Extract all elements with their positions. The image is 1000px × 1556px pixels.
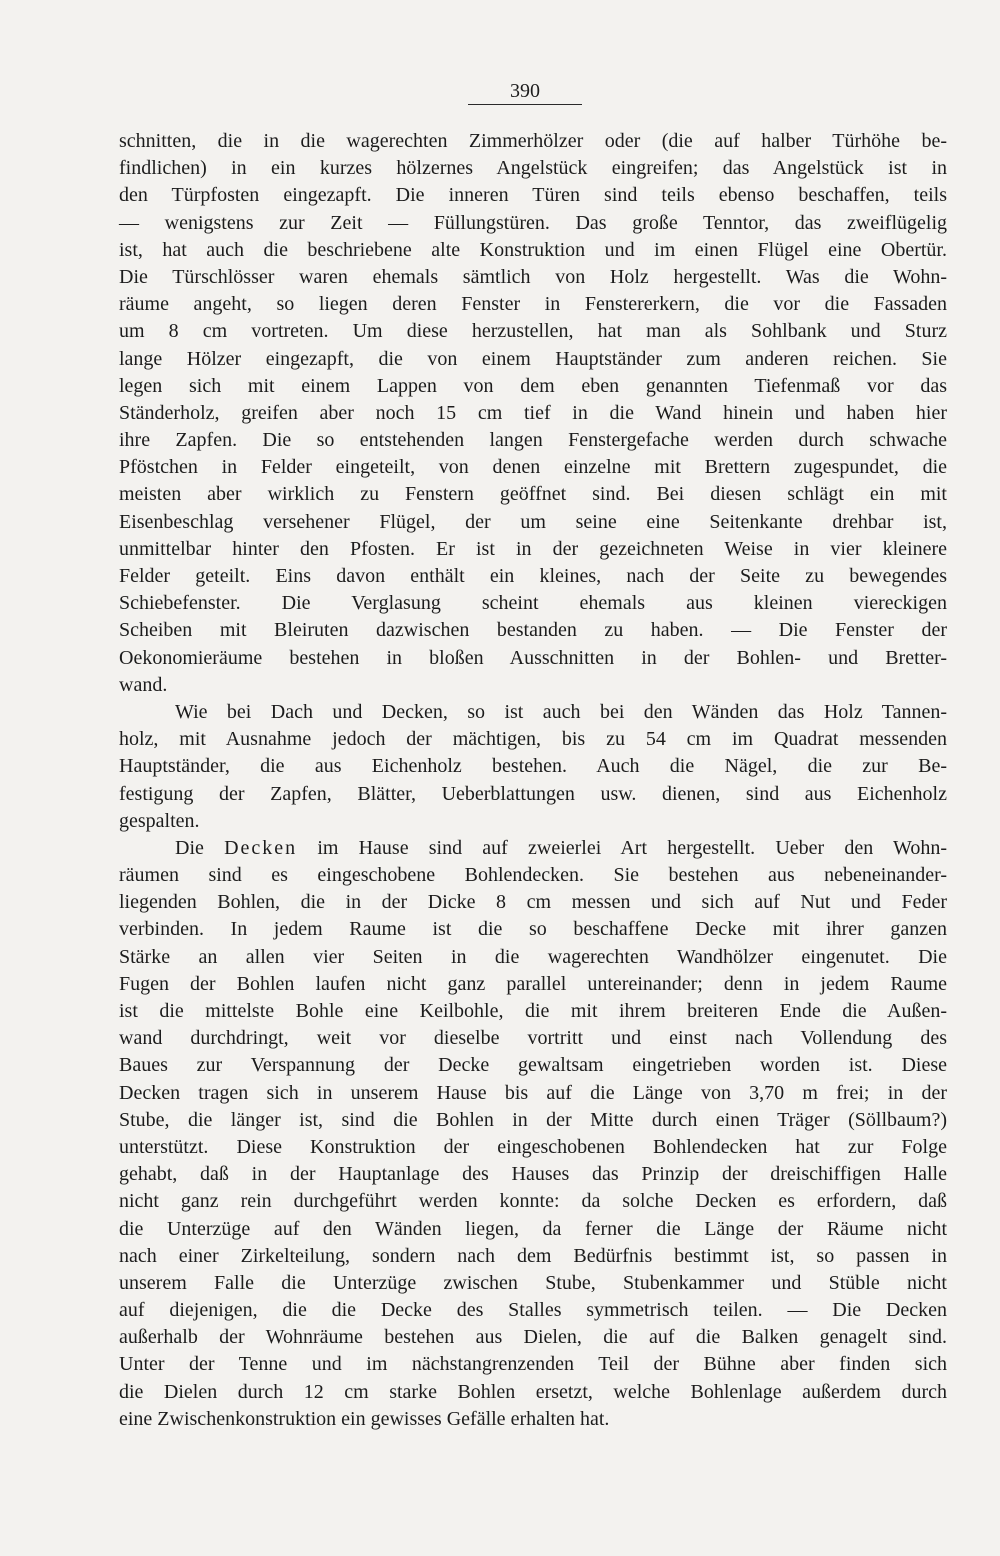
text-line: räumen sind es eingeschobene Bohlendecken. Sie bestehen aus nebeneinander- <box>119 864 947 887</box>
text-line: räume angeht, so liegen deren Fenster in Fenstererkern, die vor die Fassaden <box>119 293 947 316</box>
text-line: Fugen der Bohlen laufen nicht ganz parallel untereinander; denn in jedem Raume <box>119 972 947 995</box>
text-prefix: Die <box>175 836 225 859</box>
text-line: Pföstchen in Felder eingeteilt, von denen einzelne mit Brettern zugespundet, die <box>119 456 947 479</box>
page-number: 390 <box>468 78 582 105</box>
text-line: legen sich mit einem Lappen von dem eben genannten Tiefenmaß vor das <box>119 374 947 397</box>
text-line: die Unterzüge auf den Wänden liegen, da ferner die Länge der Räume nicht <box>119 1217 947 1240</box>
paragraph-2 <box>119 699 947 835</box>
body-text <box>119 128 947 1433</box>
text-line: Eisenbeschlag versehener Flügel, der um seine eine Seitenkante drehbar ist, <box>119 510 947 533</box>
text-line: unserem Falle die Unterzüge zwischen Stube, Stubenkammer und Stüble nicht <box>119 1271 947 1294</box>
text-line: schnitten, die in die wagerechten Zimmerhölzer oder (die auf halber Türhöhe be- <box>119 130 947 152</box>
text-line: findlichen) in ein kurzes hölzernes Angelstück eingreifen; das Angelstück ist in <box>119 157 947 180</box>
text-line: lange Hölzer eingezapft, die von einem Hauptständer zum anderen reichen. Sie <box>119 347 947 370</box>
text-line: liegenden Bohlen, die in der Dicke 8 cm messen und sich auf Nut und Feder <box>119 891 947 914</box>
text-line-first <box>119 835 947 862</box>
text-line: Baues zur Verspannung der Decke gewaltsam eingetrieben worden ist. Diese <box>119 1054 947 1077</box>
text-line: nicht ganz rein durchgeführt werden konnte: da solche Decken es erfordern, daß <box>119 1190 947 1213</box>
text-line: gespalten. <box>119 809 200 832</box>
text-line: ist, hat auch die beschriebene alte Konstruktion und im einen Flügel eine Obertür. <box>119 238 947 261</box>
text-line: meisten aber wirklich zu Fenstern geöffnet sind. Bei diesen schlägt ein mit <box>119 483 947 506</box>
text-line: Scheiben mit Bleiruten dazwischen bestanden zu haben. — Die Fenster der <box>119 619 947 642</box>
text-line: unmittelbar hinter den Pfosten. Er ist in der gezeichneten Weise in vier kleinere <box>119 537 947 560</box>
text-line: die Dielen durch 12 cm starke Bohlen ersetzt, welche Bohlenlage außerdem durch <box>119 1380 947 1403</box>
text-line: auf diejenigen, die die Decke des Stalles symmetrisch teilen. — Die Decken <box>119 1299 947 1322</box>
paragraph-1 <box>119 128 947 699</box>
text-line: Oekonomieräume bestehen in bloßen Ausschnitten in der Bohlen- und Bretter- <box>119 646 947 669</box>
text-line: den Türpfosten eingezapft. Die inneren Türen sind teils ebenso beschaffen, teils <box>119 184 947 207</box>
text-line: festigung der Zapfen, Blätter, Ueberblattungen usw. dienen, sind aus Eichenholz <box>119 782 947 805</box>
text-line: Ständerholz, greifen aber noch 15 cm tief in die Wand hinein und haben hier <box>119 401 947 424</box>
text-line: Felder geteilt. Eins davon enthält ein kleines, nach der Seite zu bewegendes <box>119 565 947 587</box>
text-line: ist die mittelste Bohle eine Keilbohle, die mit ihrem breiteren Ende die Außen- <box>119 1000 947 1022</box>
text-line: wand durchdringt, weit vor dieselbe vortritt und einst nach Vollendung des <box>119 1027 947 1050</box>
text-line: Stärke an allen vier Seiten in die wagerechten Wandhölzer eingenutet. Die <box>119 945 947 968</box>
text-line: Die Türschlösser waren ehemals sämtlich von Holz hergestellt. Was die Wohn- <box>119 265 947 288</box>
text-line: außerhalb der Wohnräume bestehen aus Dielen, die auf die Balken genagelt sind. <box>119 1326 947 1349</box>
text-line: Unter der Tenne und im nächstangrenzenden Teil der Bühne aber finden sich <box>119 1353 947 1376</box>
text-line: ihre Zapfen. Die so entstehenden langen Fenstergefache werden durch schwache <box>119 429 947 452</box>
text-line: — wenigstens zur Zeit — Füllungstüren. Das große Tenntor, das zweiflügelig <box>119 211 947 234</box>
paragraph-3 <box>119 835 947 1433</box>
text-line: wand. <box>119 673 168 696</box>
text-line: Hauptständer, die aus Eichenholz bestehen. Auch die Nägel, die zur Be- <box>119 755 947 778</box>
emphasized-word: Decken <box>224 836 298 859</box>
text-line: verbinden. In jedem Raume ist die so beschaffene Decke mit ihrer ganzen <box>119 918 947 941</box>
text-line: nach einer Zirkelteilung, sondern nach dem Bedürfnis bestimmt ist, so passen in <box>119 1244 947 1267</box>
text-line: um 8 cm vortreten. Um diese herzustellen, hat man als Sohlbank und Sturz <box>119 320 947 343</box>
text-line: Decken tragen sich in unserem Hause bis auf die Länge von 3,70 m frei; in der <box>119 1081 947 1104</box>
text-line: Wie bei Dach und Decken, so ist auch bei den Wänden das Holz Tannen- <box>175 700 947 723</box>
text-suffix: im Hause sind auf zweierlei Art hergestellt. Ueber den Wohn- <box>297 836 947 859</box>
text-line: Stube, die länger ist, sind die Bohlen in der Mitte durch einen Träger (Söllbaum?) <box>119 1108 947 1131</box>
text-line: eine Zwischenkonstruktion ein gewisses Gefälle erhalten hat. <box>119 1407 610 1430</box>
text-line: unterstützt. Diese Konstruktion der eingeschobenen Bohlendecken hat zur Folge <box>119 1135 947 1158</box>
text-line: gehabt, daß in der Hauptanlage des Hauses das Prinzip der dreischiffigen Halle <box>119 1163 947 1186</box>
text-line: Schiebefenster. Die Verglasung scheint ehemals aus kleinen viereckigen <box>119 592 947 615</box>
text-line: holz, mit Ausnahme jedoch der mächtigen, bis zu 54 cm im Quadrat messenden <box>119 728 947 751</box>
